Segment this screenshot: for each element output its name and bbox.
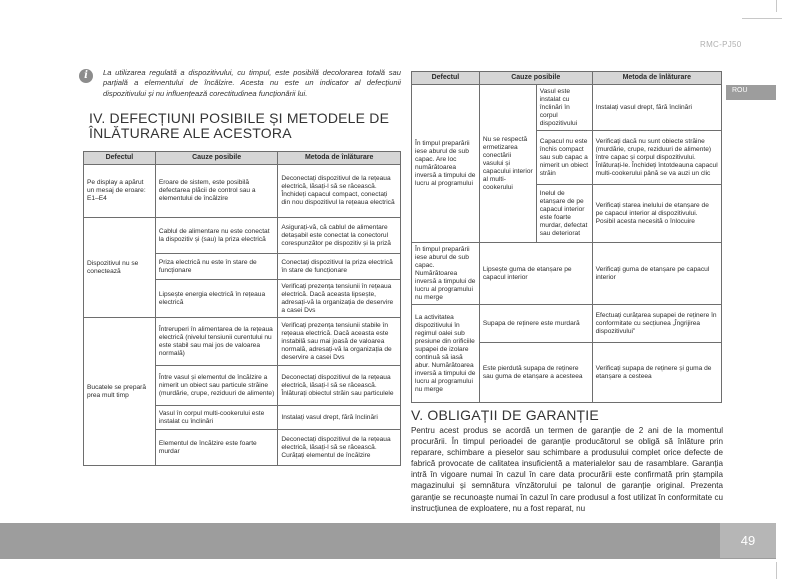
- cause-cell: Eroare de sistem, este posibilă defectarea plăcii de control sau a elementului de încălzire: [155, 165, 278, 218]
- section-4-heading: IV. DEFECȚIUNI POSIBILE ȘI METODELE DE ÎNLĂTURARE ALE ACESTORA: [89, 110, 390, 141]
- fix-cell: Verificați starea inelului de etanșare de pe capacul interior al dispozitivului. Posibil acesta necesită o înlocuire: [592, 185, 721, 243]
- fix-cell: Instalați vasul drept, fără înclinări: [592, 85, 721, 131]
- language-label: ROU: [732, 87, 748, 94]
- language-tab: [726, 85, 776, 100]
- fix-cell: Deconectați dispozitivul de la rețeaua electrică, lăsați-l să se răcească. Înlăturați obiectul străin sau particulele: [278, 366, 401, 406]
- crop-mark: [776, 562, 777, 579]
- col-header: Cauze posibile: [479, 72, 592, 85]
- troubleshooting-table-left: [83, 151, 401, 466]
- defect-cell: La activitatea dispozitivului în regimul oalei sub presiune din orificiile supapei de izolare continuă să iasă abur. Numărătoarea inversă a timpului de lucru al programului nu merge: [412, 305, 480, 403]
- fix-cell: Deconectați dispozitivul de la rețeaua electrică, lăsați-l să se răcească. Curățați elementul de încălzire: [278, 430, 401, 466]
- cause-cell: Este pierdută supapa de reținere sau guma de etanșare a acesteea: [479, 343, 592, 403]
- cause-cell: Priza electrică nu este în stare de funcționare: [155, 254, 278, 280]
- defect-cell: În timpul preparării iese aburul de sub capac. Are loc numărătoarea inversă a timpului de lucru al programului: [412, 85, 480, 243]
- cause-cell: Întreruperi în alimentarea de la rețeaua electrică (nivelul tensiunii curentului nu este stabil sau mai jos de valoarea normală): [155, 318, 278, 366]
- fix-cell: Asigurați-vă, că cablul de alimentare detașabil este conectat la conectorul corespunzător pe dispozitiv și la priză: [278, 218, 401, 254]
- cause-cell: Vasul în corpul multi-cookerului este instalat cu înclinări: [155, 406, 278, 430]
- defect-cell: Pe display a apărut un mesaj de eroare: E1–E4: [84, 165, 156, 218]
- sub-cause-cell: Capacul nu este închis compact sau sub capac a nimerit un obiect străin: [536, 131, 592, 185]
- info-note: La utilizarea regulată a dispozitivului, cu timpul, este posibilă decolorarea totală sau parțială a elementului de încălzire. Acesta nu este un indicator al defecțiunii dispozitivului și nu influențează corectitudinea funcționării lui.: [103, 68, 401, 98]
- section-5-heading: V. OBLIGAȚII DE GARANȚIE: [411, 407, 599, 423]
- fix-cell: Verificați dacă nu sunt obiecte străine (murdărie, crupe, reziduuri de alimente) între capac și corpul dispozitivului. Înlăturați-le. Închideți întotdeauna capacul multi-cookerului până se va auzi un clic: [592, 131, 721, 185]
- page-number: 49: [720, 523, 776, 558]
- cause-cell: Supapa de reținere este murdară: [479, 305, 592, 343]
- fix-cell: Deconectați dispozitivul de la rețeaua electrică, lăsați-l să se răcească. Închideți capacul compact, conectați din nou dispozitivul la rețeaua electrică: [278, 165, 401, 218]
- sub-cause-cell: Vasul este instalat cu înclinări în corpul dispozitivului: [536, 85, 592, 131]
- cause-cell: Elementul de încălzire este foarte murdar: [155, 430, 278, 466]
- defect-cell: În timpul preparării iese aburul de sub capac. Numărătoarea inversă a timpului de lucru al programului nu merge: [412, 243, 480, 305]
- cause-cell: Lipsește energia electrică în rețeaua electrică: [155, 280, 278, 318]
- fix-cell: Conectați dispozitivul la priza electrică în stare de funcționare: [278, 254, 401, 280]
- model-label: RMC-PJ50: [700, 40, 742, 49]
- sub-cause-cell: Inelul de etanșare de pe capacul interior este foarte murdar, defectat sau deteriorat: [536, 185, 592, 243]
- fix-cell: Efectuați curățarea supapei de reținere în conformitate cu secțiunea „Îngrijirea dispozitivului”: [592, 305, 721, 343]
- fix-cell: Verificați prezența tensiunii stabile în rețeaua electrică. Dacă aceasta este instabilă sau mai joasă de valoarea normală, adresați-vă la organizația de deservire a casei Dvs: [278, 318, 401, 366]
- fix-cell: Verificați guma de etanșare pe capacul interior: [592, 243, 721, 305]
- footer-line: [0, 558, 776, 559]
- col-header: Cauze posibile: [155, 152, 278, 165]
- fix-cell: Verificați supapa de reținere și guma de etanșare a cesteea: [592, 343, 721, 403]
- warranty-text: Pentru acest produs se acordă un termen de garanție de 2 ani de la momentul procurării. În timpul perioadei de garanție producătorul se obligă să înlăture prin reparare, schimbare a pieselor sau schimbare a produsului complet orice defecte de fabrică provocate de calitatea insuficientă a materialelor sau de rasamblare. Garanția intră în vigoare numai în cazul în care data procurării este confirmată prin ștampila magazinului și semnătura vînzătorului pe talonul de garanție original. Prezenta garanție se recunoaște numai în cazul în care produsul a fost utilizat în conformitate cu instrucțiunea de exploatere, nu a fost reparat, nu: [411, 426, 723, 513]
- fix-cell: Instalați vasul drept, fără înclinări: [278, 406, 401, 430]
- defect-cell: Dispozitivul nu se conectează: [84, 218, 156, 318]
- fix-cell: Verificați prezența tensiunii în rețeaua electrică. Dacă aceasta lipsește, adresați-vă la organizația de deservire a casei Dvs: [278, 280, 401, 318]
- col-header: Metoda de înlăturare: [278, 152, 401, 165]
- cause-cell: Nu se respectă ermetizarea conectării vasului și capacului interior al multi-cookerului: [479, 85, 536, 243]
- crop-mark: [776, 0, 777, 12]
- col-header: Defectul: [412, 72, 480, 85]
- troubleshooting-table-right: [411, 71, 722, 403]
- col-header: Defectul: [84, 152, 156, 165]
- cause-cell: Cablul de alimentare nu este conectat la dispozitiv și (sau) la priza electrică: [155, 218, 278, 254]
- crop-mark: [742, 18, 782, 19]
- info-icon: i: [79, 69, 93, 83]
- defect-cell: Bucatele se prepară prea mult timp: [84, 318, 156, 466]
- footer-band: [0, 523, 776, 558]
- cause-cell: Lipsește guma de etanșare pe capacul interior: [479, 243, 592, 305]
- cause-cell: Între vasul și elementul de încălzire a nimerit un obiect sau particule străine (murdărie, crupe, reziduuri de alimente): [155, 366, 278, 406]
- col-header: Metoda de înlăturare: [592, 72, 721, 85]
